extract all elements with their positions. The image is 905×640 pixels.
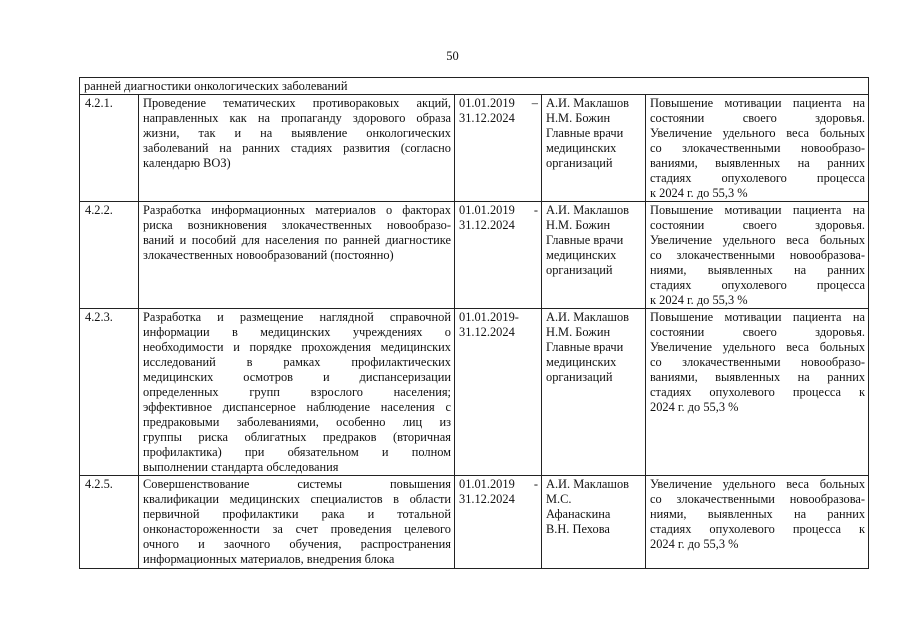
measure-description-line: ваний и пособий для населения по ранней диагностике: [143, 233, 451, 247]
measures-table: [79, 77, 869, 569]
responsible-persons-line: Главные врачи: [546, 233, 624, 247]
execution-period: [455, 476, 542, 569]
measure-description-line: предраковыми заболеваниями, особенно лиц из: [143, 415, 451, 429]
table-row: [80, 309, 869, 476]
measure-description-line: онконастороженности за счет проведения целевого: [143, 522, 451, 536]
execution-period-line: 01.01.2019 –: [459, 96, 538, 110]
measure-description: [139, 476, 455, 569]
execution-period-line: 31.12.2024: [459, 218, 515, 232]
expected-result-line: ваниями, выявленных на ранних: [650, 370, 866, 384]
responsible-persons-line: А.И. Маклашов: [546, 203, 629, 217]
measure-description-line: первичной профилактики рака и тотальной: [143, 507, 451, 521]
measure-description-line: направленных как на пропаганду здорового образа: [143, 111, 451, 125]
expected-result: [646, 95, 869, 202]
section-header-row: [80, 78, 869, 95]
expected-result-line: 2024 г. до 55,3 %: [650, 537, 739, 551]
responsible-persons-line: Главные врачи: [546, 126, 624, 140]
measure-description-line: медицинских осмотров и диспансеризации: [143, 370, 451, 384]
responsible-persons-line: А.И. Маклашов: [546, 96, 629, 110]
expected-result-line: со злокачественными новообразо-: [650, 141, 866, 155]
measure-description-line: злокачественных новообразований (постоянно): [143, 248, 394, 262]
expected-result-line: со злокачественными новообразо-: [650, 355, 866, 369]
execution-period: [455, 202, 542, 309]
expected-result-line: Повышение мотивации пациента на: [650, 203, 866, 217]
expected-result-line: стадиях опухолевого процесса: [650, 278, 866, 292]
measure-description-line: эффективное диспансерное наблюдение населения с: [143, 400, 451, 414]
measure-description-line: Разработка и размещение наглядной справочной: [143, 310, 451, 324]
measure-description-line: календарю ВОЗ): [143, 156, 231, 170]
execution-period-line: 01.01.2019 -: [459, 203, 538, 217]
measure-description-line: информации в медицинских учреждениях о: [143, 325, 451, 339]
responsible-persons-line: медицинских: [546, 248, 617, 262]
expected-result-line: со злокачественными новообразова-: [650, 492, 866, 506]
table-row: [80, 95, 869, 202]
expected-result-line: ваниями, выявленных на ранних: [650, 156, 866, 170]
responsible-persons-line: Афанаскина: [546, 507, 611, 521]
responsible-persons-line: организаций: [546, 263, 613, 277]
expected-result-line: к 2024 г. до 55,3 %: [650, 186, 748, 200]
expected-result-line: состоянии своего здоровья.: [650, 111, 866, 125]
responsible-persons-line: Н.М. Божин: [546, 218, 611, 232]
row-number: 4.2.1.: [80, 95, 139, 202]
expected-result-line: ниями, выявленных на ранних: [650, 507, 866, 521]
responsible-persons-line: медицинских: [546, 355, 617, 369]
measure-description-line: профилактика) при обязательном и полном: [143, 445, 451, 459]
measure-description-line: информационных материалов, внедрения блока: [143, 552, 395, 566]
measure-description-line: квалификации медицинских специалистов в области: [143, 492, 451, 506]
responsible-persons-line: Н.М. Божин: [546, 325, 611, 339]
expected-result-line: Увеличение удельного веса больных: [650, 126, 866, 140]
row-number: 4.2.2.: [80, 202, 139, 309]
row-number: 4.2.3.: [80, 309, 139, 476]
expected-result-line: состоянии своего здоровья.: [650, 325, 866, 339]
expected-result: [646, 309, 869, 476]
measure-description-line: Проведение тематических противораковых акций,: [143, 96, 451, 110]
expected-result-line: Увеличение удельного веса больных: [650, 340, 866, 354]
measure-description: [139, 202, 455, 309]
expected-result: [646, 476, 869, 569]
expected-result-line: стадиях опухолевого процесса к: [650, 522, 866, 536]
responsible-persons-line: А.И. Маклашов: [546, 477, 629, 491]
responsible-persons: [542, 95, 646, 202]
expected-result-line: со злокачественными новообразова-: [650, 248, 866, 262]
responsible-persons: [542, 476, 646, 569]
measure-description-line: выполнении стандарта обследования: [143, 460, 339, 474]
responsible-persons-line: организаций: [546, 370, 613, 384]
responsible-persons: [542, 309, 646, 476]
measure-description-line: определенных групп взрослого населения;: [143, 385, 451, 399]
measure-description-line: Совершенствование системы повышения: [143, 477, 451, 491]
measure-description-line: исследований в рамках профилактических: [143, 355, 451, 369]
measure-description: [139, 309, 455, 476]
responsible-persons-line: Главные врачи: [546, 340, 624, 354]
execution-period: [455, 95, 542, 202]
expected-result-line: стадиях опухолевого процесса к: [650, 385, 866, 399]
measure-description-line: заболеваний на ранних стадиях развития (согласно: [143, 141, 451, 155]
execution-period-line: 31.12.2024: [459, 325, 515, 339]
responsible-persons-line: организаций: [546, 156, 613, 170]
expected-result-line: состоянии своего здоровья.: [650, 218, 866, 232]
responsible-persons-line: Н.М. Божин: [546, 111, 611, 125]
expected-result-line: к 2024 г. до 55,3 %: [650, 293, 748, 307]
responsible-persons-line: В.Н. Пехова: [546, 522, 610, 536]
expected-result-line: Повышение мотивации пациента на: [650, 96, 866, 110]
execution-period-line: 01.01.2019-: [459, 310, 519, 324]
responsible-persons: [542, 202, 646, 309]
execution-period: [455, 309, 542, 476]
measure-description-line: очного и заочного обучения, распространения: [143, 537, 451, 551]
measure-description-line: группы риска облигатных предраков (вторичная: [143, 430, 451, 444]
measure-description-line: Разработка информационных материалов о факторах: [143, 203, 451, 217]
execution-period-line: 01.01.2019 -: [459, 477, 538, 491]
expected-result-line: Увеличение удельного веса больных: [650, 477, 866, 491]
measure-description-line: необходимости и порядке прохождения медицинских: [143, 340, 451, 354]
expected-result-line: 2024 г. до 55,3 %: [650, 400, 739, 414]
expected-result-line: Увеличение удельного веса больных: [650, 233, 866, 247]
table-row: [80, 476, 869, 569]
page-number: 50: [446, 49, 459, 63]
measure-description-line: жизни, так и на выявление онкологических: [143, 126, 451, 140]
expected-result-line: стадиях опухолевого процесса: [650, 171, 866, 185]
responsible-persons-line: А.И. Маклашов: [546, 310, 629, 324]
measure-description-line: риска возникновения злокачественных новообразо-: [143, 218, 451, 232]
expected-result: [646, 202, 869, 309]
execution-period-line: 31.12.2024: [459, 492, 515, 506]
expected-result-line: Повышение мотивации пациента на: [650, 310, 866, 324]
measure-description: [139, 95, 455, 202]
table-row: [80, 202, 869, 309]
execution-period-line: 31.12.2024: [459, 111, 515, 125]
responsible-persons-line: М.С.: [546, 492, 572, 506]
expected-result-line: ниями, выявленных на ранних: [650, 263, 866, 277]
responsible-persons-line: медицинских: [546, 141, 617, 155]
section-title: ранней диагностики онкологических заболеваний: [80, 78, 869, 95]
row-number: 4.2.5.: [80, 476, 139, 569]
